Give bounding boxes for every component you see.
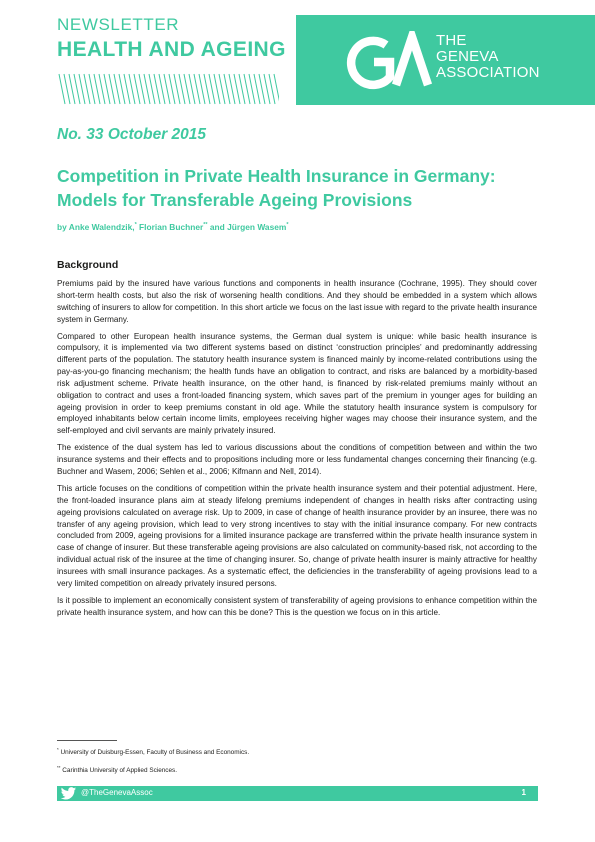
newsletter-title: HEALTH AND AGEING: [57, 38, 286, 61]
hatch-stroke: [194, 74, 200, 104]
author-name: Florian Buchner: [136, 222, 204, 232]
hatch-stroke: [109, 74, 115, 104]
hatch-stroke: [74, 74, 80, 104]
hatch-stroke: [69, 74, 75, 104]
hatch-stroke: [234, 74, 240, 104]
body-paragraph: Is it possible to implement an economically consistent system of transferability of ageing provisions to enhance competition within the private health insurance system, and how can this be done? This is the question we focus on in this article.: [57, 595, 537, 617]
article-title: [57, 164, 557, 212]
hatch-stroke: [174, 74, 180, 104]
footnote: [57, 745, 537, 757]
article-authors: [57, 222, 289, 232]
hatch-stroke: [139, 74, 145, 104]
hatch-stroke: [209, 74, 215, 104]
page-number: 1: [521, 788, 526, 797]
hatch-stroke: [89, 74, 95, 104]
author-affiliation-mark: *: [286, 222, 289, 229]
hatch-stroke: [84, 74, 90, 104]
hatch-stroke: [199, 74, 205, 104]
hatch-stroke: [249, 74, 255, 104]
decorative-hatching: [57, 72, 279, 106]
hatch-stroke: [79, 74, 85, 104]
footnote-text: Carinthia University of Applied Sciences.: [60, 767, 178, 775]
article-body: [57, 278, 537, 624]
hatch-stroke: [124, 74, 130, 104]
hatch-stroke: [159, 74, 165, 104]
logo-line: GENEVA: [436, 48, 499, 65]
logo-wordmark: [436, 33, 586, 81]
hatch-stroke: [129, 74, 135, 104]
footnote-divider: [57, 740, 117, 741]
hatch-stroke: [244, 74, 250, 104]
hatch-stroke: [214, 74, 220, 104]
issue-info: No. 33 October 2015: [57, 126, 207, 143]
hatch-stroke: [184, 74, 190, 104]
hatch-stroke: [239, 74, 245, 104]
section-heading: Background: [57, 259, 119, 271]
logo-banner: [296, 15, 595, 105]
body-paragraph: Compared to other European health insurance systems, the German dual system is unique: while basic health insurance is compulsory, it is implemented via two different systems based on distinct ‘construction principles’ and predominantly addressing different parts of the population. The statutory health insurance system is financed mainly by income-related contributions using the pay-as-you-go financing mechanism; the health funds have an obligation to contract, and risks are balanced by a morbidity-based risk adjustment scheme. Private health insurance, on the other hand, is financed by risk-related premiums mainly without an obligation to contract and uses a front-loaded financing system, which saves part of the premium in younger ages for building an ageing provision in order to keep premiums constant in old age. While the statutory health insurance system is compulsory for employed inhabitants below certain income limits, employees receiving higher wages may choose their insurance system, and the self-employed and civil servants are mainly privately insured.: [57, 331, 537, 436]
newsletter-label: NEWSLETTER: [57, 15, 180, 34]
hatch-stroke: [99, 74, 105, 104]
hatch-stroke: [94, 74, 100, 104]
logo-line: ASSOCIATION: [436, 64, 540, 81]
article-title-line: Models for Transferable Ageing Provisions: [57, 190, 413, 210]
footnote-text: University of Duisburg-Essen, Faculty of Business and Economics.: [58, 749, 250, 757]
hatch-stroke: [269, 74, 275, 104]
hatch-stroke: [204, 74, 210, 104]
hatch-stroke: [59, 74, 65, 104]
hatch-stroke: [64, 74, 70, 104]
page-footer: [57, 786, 538, 801]
hatch-stroke: [114, 74, 120, 104]
authors-by: by: [57, 222, 69, 232]
hatch-stroke: [179, 74, 185, 104]
geneva-association-logo-icon: [346, 31, 434, 91]
author-name: and Jürgen Wasem: [207, 222, 287, 232]
hatch-stroke: [254, 74, 260, 104]
hatch-stroke: [134, 74, 140, 104]
article-title-line: Competition in Private Health Insurance in Germany:: [57, 166, 496, 186]
twitter-icon[interactable]: [60, 787, 77, 800]
twitter-handle-link[interactable]: @TheGenevaAssoc: [81, 788, 153, 797]
hatch-stroke: [229, 74, 235, 104]
body-paragraph: The existence of the dual system has led to various discussions about the conditions of competition between and within the two insurance systems and their effects and to propositions including more or less fundamental changes concerning their financing (e.g. Buchner and Wasem, 2006; Sehlen et al., 2006; Kifmann and Nell, 2014).: [57, 443, 537, 477]
hatch-stroke: [189, 74, 195, 104]
hatch-stroke: [144, 74, 150, 104]
hatch-stroke: [104, 74, 110, 104]
author-affiliation-mark: **: [203, 222, 208, 229]
body-paragraph: Premiums paid by the insured have various functions and components in health insurance (Cochrane, 1995). They should cover short-term health costs, but also the risk of worsening health conditions. And they should be embedded in a system which allows switching of insurers to allow for competition. In this short article we focus on the last issue with regard to the private health insurance system in Germany.: [57, 279, 537, 324]
footnote-mark: **: [57, 765, 61, 771]
logo-line: THE: [436, 32, 467, 49]
hatch-stroke: [219, 74, 225, 104]
hatch-stroke: [259, 74, 265, 104]
hatch-stroke: [154, 74, 160, 104]
hatch-stroke: [274, 74, 279, 104]
hatch-stroke: [149, 74, 155, 104]
hatch-stroke: [264, 74, 270, 104]
body-paragraph: This article focuses on the conditions of competition within the private health insurance system and their potential adjustment. Here, the front-loaded insurance plans aim at steady lifelong premiums independent of changes in health risks after contracting using ageing provisions calculated on average risk. Up to 2009, in case of change of health insurance provider by an insuree, there was no transfer of any ageing provision, which lead to very strong incentives to stay with the initial insurance company. For new contracts concluded from 2009, ageing provisions for a limited insurance package are transferred within the private health insurance system in case of change of insurer. But these transferable ageing provisions are also calculated on community-based risk, not according to the individual actual risk of the insuree at the time of changing insurer. So, change of private health insurer is mainly attractive for healthy insurees with small insurance packages. As a systematic effect, the deficiencies in the transferability of ageing provisions lead to a very limited competition on already privately insured persons.: [57, 484, 537, 588]
hatch-stroke: [164, 74, 170, 104]
hatch-stroke: [119, 74, 125, 104]
footnotes: [57, 745, 537, 781]
hatch-stroke: [169, 74, 175, 104]
author-affiliation-mark: *: [134, 222, 137, 229]
author-name: Anke Walendzik,: [68, 222, 135, 232]
footnote-mark: *: [57, 747, 59, 752]
hatch-stroke: [224, 74, 230, 104]
footnote: [57, 763, 537, 775]
